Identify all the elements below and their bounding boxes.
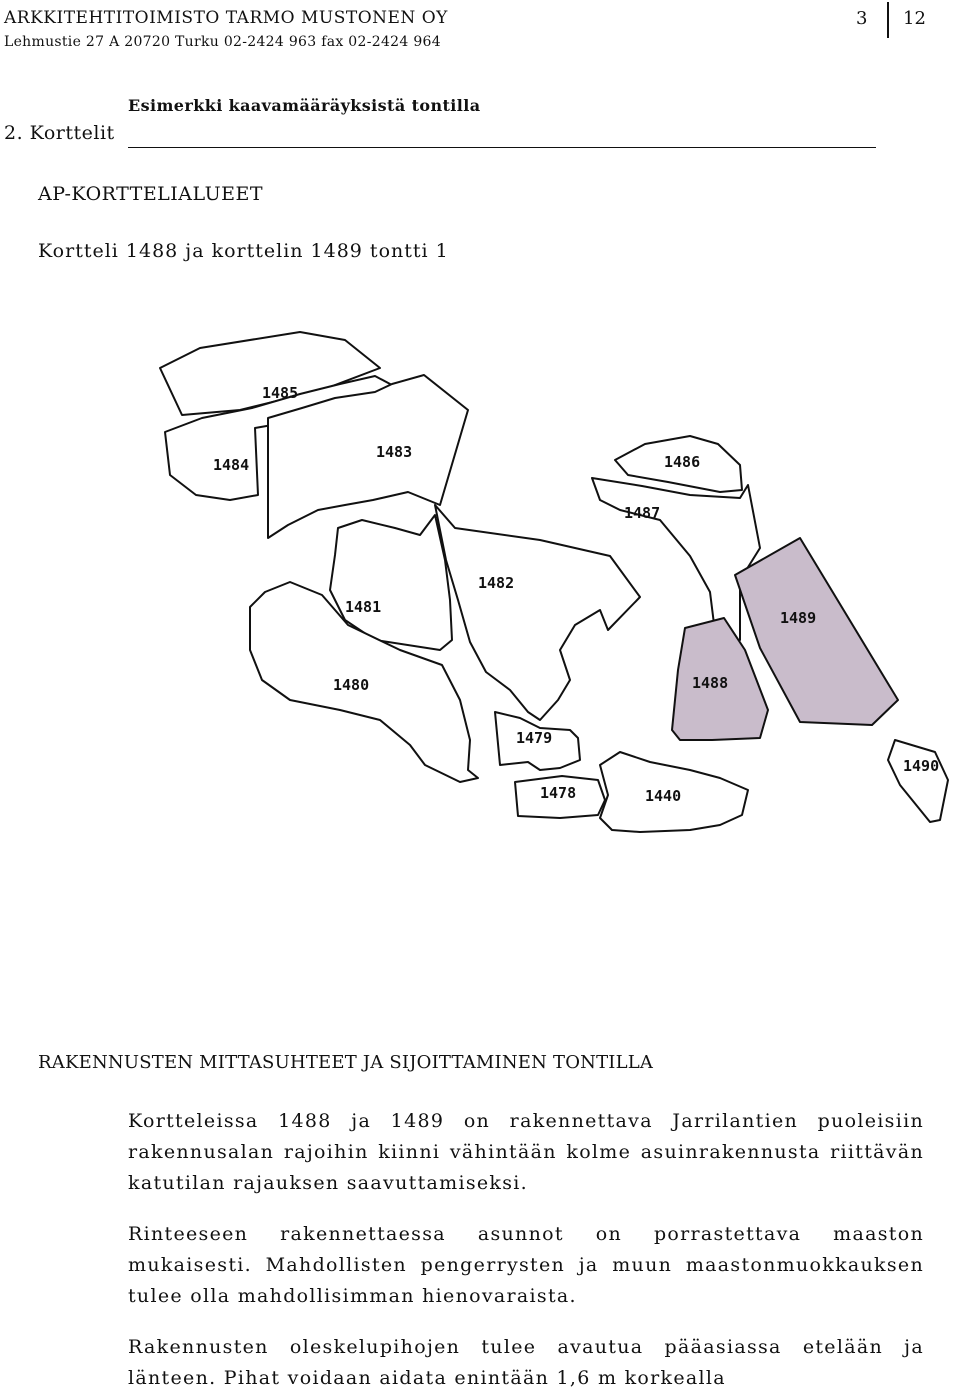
paragraph-yards: Rakennusten oleskelupihojen tulee avautua pääasiassa etelään ja länteen. Pihat voidaan aidata enintään 1,6 m korkealla: [128, 1336, 924, 1389]
heading-area-type: AP-KORTTELIALUEET: [38, 183, 264, 205]
label-1490: 1490: [903, 757, 940, 775]
company-name: ARKKITEHTITOIMISTO TARMO MUSTONEN OY: [4, 8, 448, 28]
heading-buildings: RAKENNUSTEN MITTASUHTEET JA SIJOITTAMINEN TONTILLA: [38, 1052, 654, 1073]
label-1480: 1480: [333, 676, 370, 694]
paragraph-terracing: Rinteeseen rakennettaessa asunnot on porrastettava maaston mukaisesti. Mahdollisten pengerrysten ja muun maastonmuokkauksen tulee olla mahdollisimman hienovaraista.: [128, 1223, 924, 1307]
label-1489: 1489: [780, 609, 817, 627]
block-1482: [435, 505, 640, 720]
section-rule: [128, 147, 876, 148]
page-total: 12: [903, 8, 926, 29]
company-address: Lehmustie 27 A 20720 Turku 02-2424 963 fax 02-2424 964: [4, 34, 441, 50]
label-1482: 1482: [478, 574, 515, 592]
label-1485: 1485: [262, 384, 299, 402]
label-1481: 1481: [345, 598, 382, 616]
label-1484: 1484: [213, 456, 250, 474]
header-separator: [887, 2, 889, 38]
section-title: 2. Korttelit: [4, 122, 115, 144]
label-1479: 1479: [516, 729, 553, 747]
label-1488: 1488: [692, 674, 729, 692]
page-number: 3: [856, 8, 868, 29]
label-1487: 1487: [624, 504, 661, 522]
label-1483: 1483: [376, 443, 413, 461]
block-1490: [888, 740, 948, 822]
heading-block: Kortteli 1488 ja korttelin 1489 tontti 1: [38, 240, 449, 262]
section-subtitle: Esimerkki kaavamääräyksistä tontilla: [128, 96, 481, 115]
label-1478: 1478: [540, 784, 577, 802]
label-1440: 1440: [645, 787, 682, 805]
block-map: [0, 290, 960, 870]
paragraph-placement: Kortteleissa 1488 ja 1489 on rakennettava Jarrilantien puoleisiin rakennusalan rajoihin kiinni vähintään kolme asuinrakennusta riittävän katutilan rajauksen saavuttamiseksi.: [128, 1110, 924, 1194]
label-1486: 1486: [664, 453, 701, 471]
